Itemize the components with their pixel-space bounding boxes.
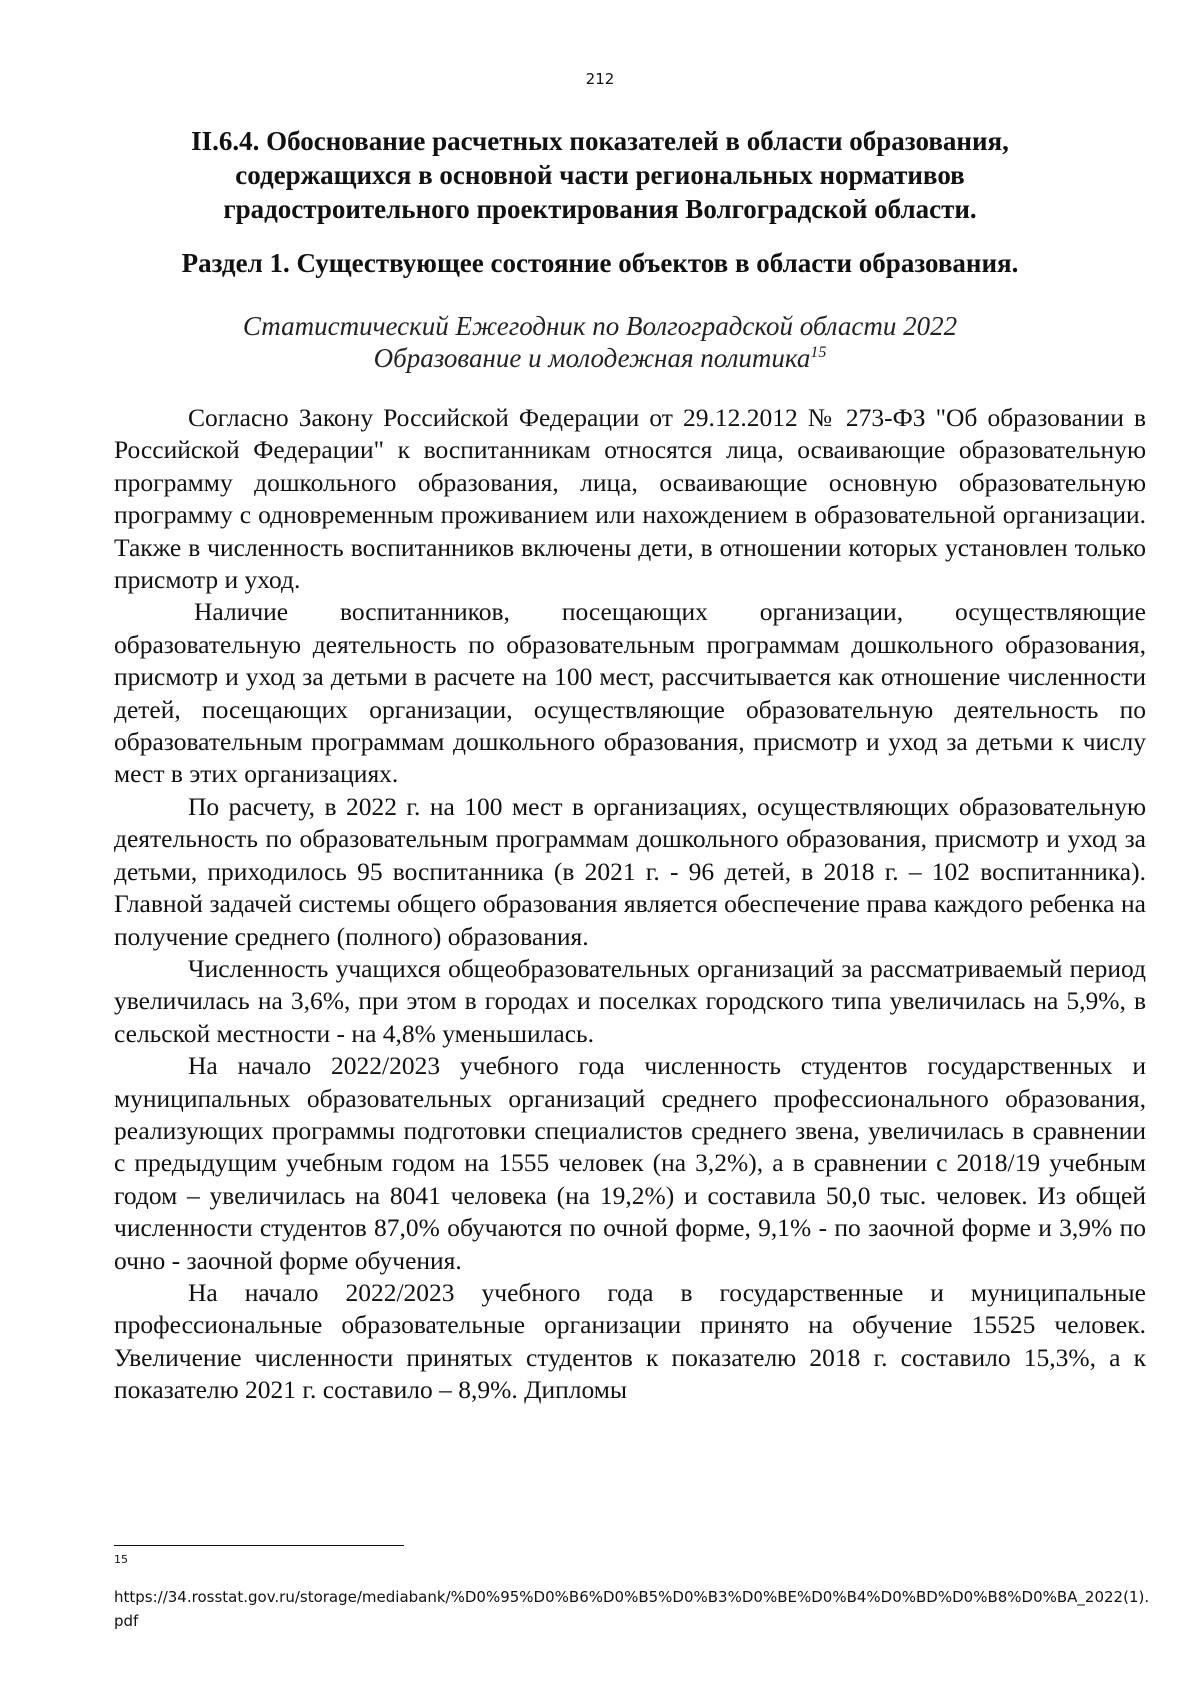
section-heading-line: II.6.4. Обоснование расчетных показателей в области образования, xyxy=(191,126,1009,156)
footnote-link[interactable]: https://34.rosstat.gov.ru/storage/mediabank/%D0%95%D0%B6%D0%B5%D0%B3%D0%BE%D0%B4%D0%BD%D0%B8%D0%BA_2022(1).pdf xyxy=(114,1588,1150,1630)
section-heading-line: градостроительного проектирования Волгоградской области. xyxy=(223,194,977,224)
subsection-heading-text: Раздел 1. Существующее состояние объектов в области образования. xyxy=(181,248,1019,278)
subtitle-line-text: Образование и молодежная политика xyxy=(373,343,811,373)
footnote-separator xyxy=(114,1545,404,1546)
subtitle-line xyxy=(140,342,1060,374)
section-heading xyxy=(140,124,1060,226)
page-number: 212 xyxy=(585,70,615,88)
paragraph: Согласно Закону Российской Федерации от 29.12.2012 № 273-ФЗ "Об образовании в Российской Федерации" к воспитанникам относятся лица, осваивающие образовательную программу дошкольного образования, лица, осваивающие основную образовательную программу с одновременным проживанием или нахождением в образовательной организации. Также в численность воспитанников включены дети, в отношении которых установлен только присмотр и уход. xyxy=(114,403,1146,595)
paragraph: По расчету, в 2022 г. на 100 мест в организациях, осуществляющих образовательную деятельность по образовательным программам дошкольного образования, присмотр и уход за детьми, приходилось 95 воспитанника (в 2021 г. - 96 детей, в 2018 г. – 102 воспитанника). Главной задачей системы общего образования является обеспечение права каждого ребенка на получение среднего (полного) образования. xyxy=(114,791,1146,951)
section-heading-line: содержащихся в основной части региональных нормативов xyxy=(235,160,965,190)
footnote-reference[interactable]: 15 xyxy=(810,344,827,361)
footnote-number: 15 xyxy=(114,1553,128,1566)
paragraph: На начало 2022/2023 учебного года в государственные и муниципальные профессиональные образовательные организации принято на обучение 15525 человек. Увеличение численности принятых студентов к показателю 2018 г. составило 15,3%, а к показателю 2021 г. составило – 8,9%. Дипломы xyxy=(114,1277,1146,1405)
subtitle-line: Статистический Ежегодник по Волгоградской области 2022 xyxy=(242,311,958,341)
body-text xyxy=(114,402,1146,1407)
paragraph: На начало 2022/2023 учебного года численность студентов государственных и муниципальных образовательных организаций среднего профессионального образования, реализующих программы подготовки специалистов среднего звена, увеличилась в сравнении с предыдущим учебным годом на 1555 человек (на 3,2%), а в сравнении с 2018/19 учебным годом – увеличилась на 8041 человека (на 19,2%) и составила 50,0 тыс. человек. Из общей численности студентов 87,0% обучаются по очной форме, 9,1% - по заочной форме и 3,9% по очно - заочной форме обучения. xyxy=(114,1051,1146,1275)
source-subtitle xyxy=(140,310,1060,374)
subsection-heading xyxy=(140,246,1060,280)
paragraph: Наличие воспитанников, посещающих организации, осуществляющие образовательную деятельность по образовательным программам дошкольного образования, присмотр и уход за детьми в расчете на 100 мест, рассчитывается как отношение численности детей, посещающих организации, осуществляющие образовательную деятельность по образовательным программам дошкольного образования, присмотр и уход за детьми к числу мест в этих организациях. xyxy=(114,597,1146,789)
paragraph: Численность учащихся общеобразовательных организаций за рассматриваемый период увеличилась на 3,6%, при этом в городах и поселках городского типа увеличилась на 5,9%, в сельской местности - на 4,8% уменьшилась. xyxy=(114,953,1146,1048)
